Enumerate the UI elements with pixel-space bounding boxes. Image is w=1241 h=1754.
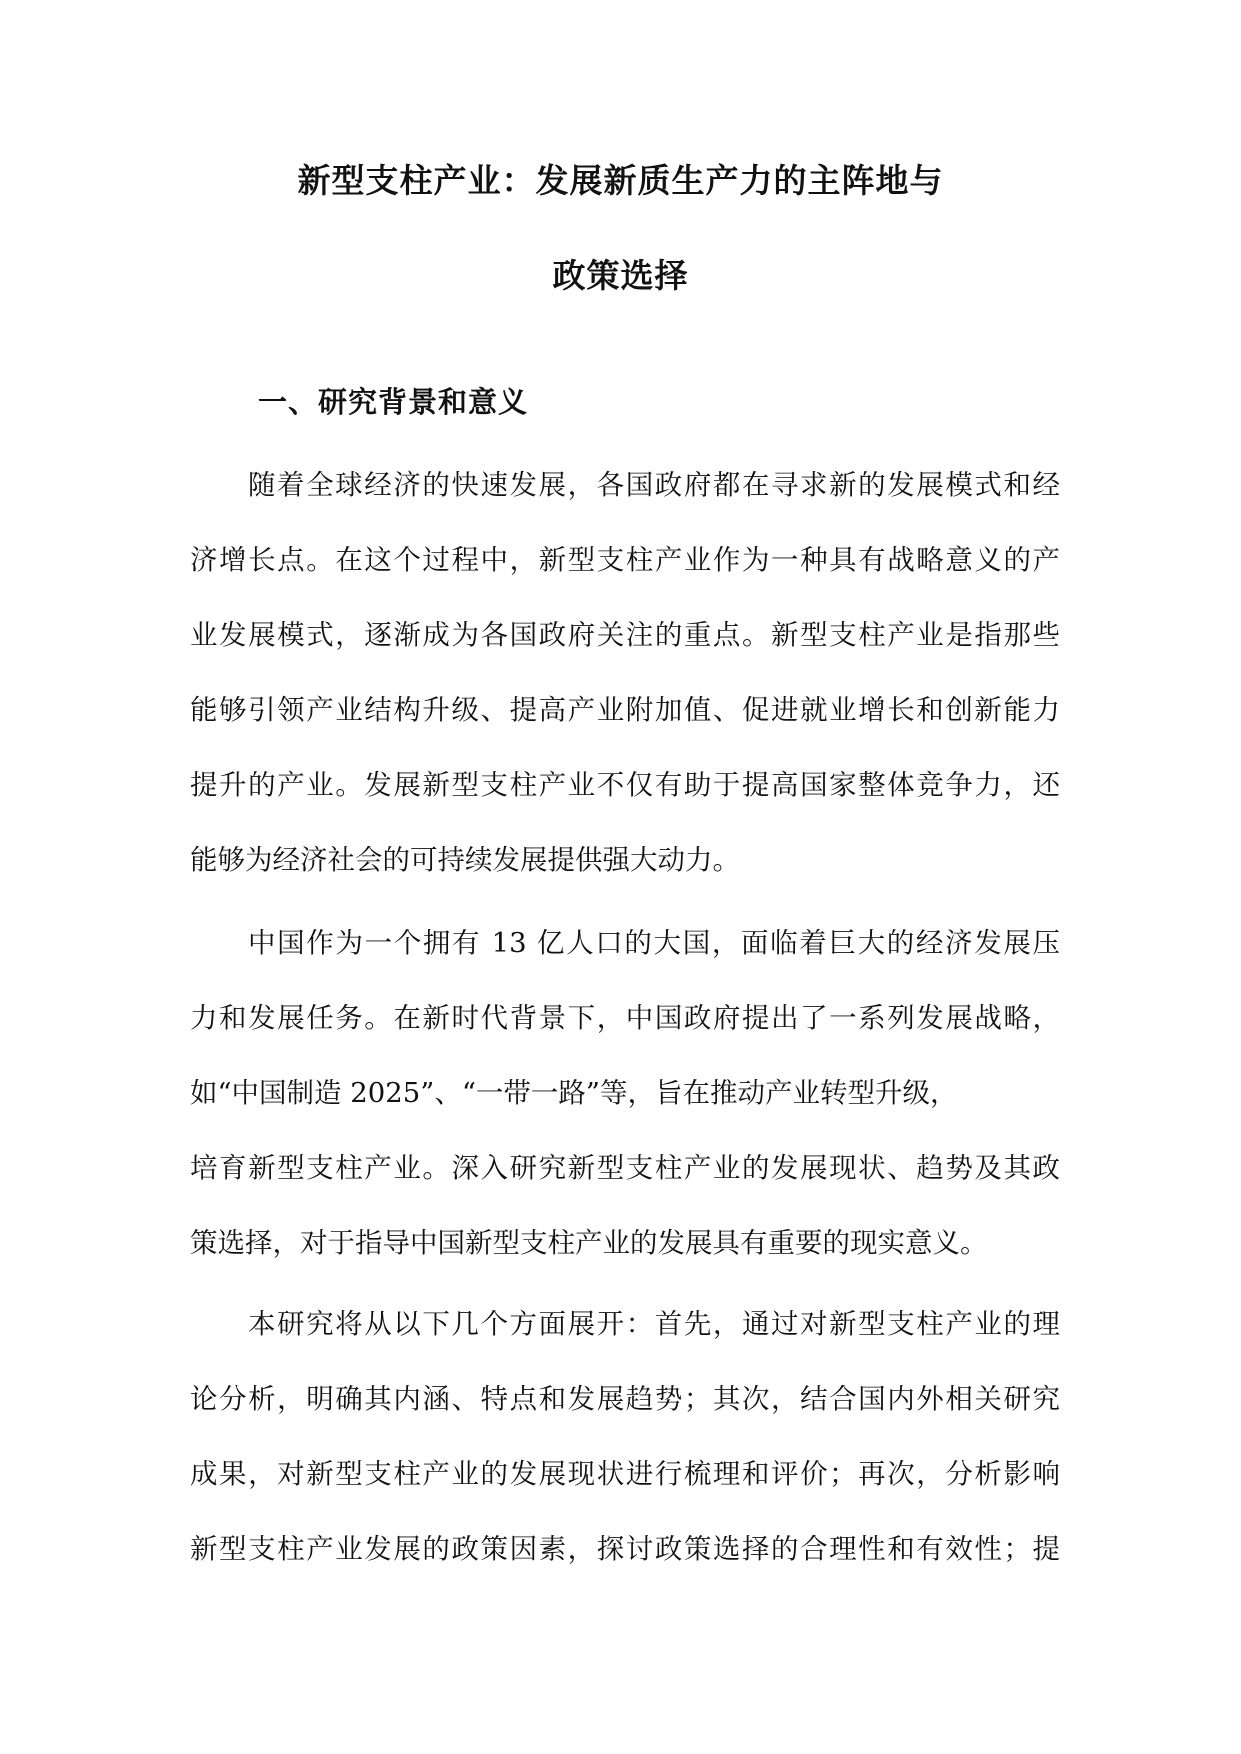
paragraph-line: 策选择，对于指导中国新型支柱产业的发展具有重要的现实意义。 [190, 1227, 988, 1259]
paragraph-line: 力和发展任务。在新时代背景下，中国政府提出了一系列发展战略， [190, 1002, 1060, 1034]
paragraph-3 [190, 1287, 1060, 1587]
paragraph-2 [190, 906, 1060, 1281]
paragraph-line: 济增长点。在这个过程中，新型支柱产业作为一种具有战略意义的产 [190, 544, 1060, 576]
paragraph-line: 提升的产业。发展新型支柱产业不仅有助于提高国家整体竞争力，还 [190, 769, 1060, 801]
section-heading: 一、研究背景和意义 [258, 385, 529, 419]
paragraph-line: 业发展模式，逐渐成为各国政府关注的重点。新型支柱产业是指那些 [190, 619, 1060, 651]
paragraph-line: 培育新型支柱产业。深入研究新型支柱产业的发展现状、趋势及其政 [190, 1152, 1060, 1184]
paragraph-line: 随着全球经济的快速发展，各国政府都在寻求新的发展模式和经 [248, 469, 1060, 501]
paragraph-line: 中国作为一个拥有 13 亿人口的大国，面临着巨大的经济发展压 [248, 927, 1060, 959]
paragraph-line: 新型支柱产业发展的政策因素，探讨政策选择的合理性和有效性；提 [190, 1533, 1060, 1565]
paragraph-line: 本研究将从以下几个方面展开：首先，通过对新型支柱产业的理 [248, 1308, 1060, 1340]
document-title-line-1: 新型支柱产业：发展新质生产力的主阵地与 [297, 161, 944, 200]
paragraph-line: 能够为经济社会的可持续发展提供强大动力。 [190, 844, 740, 876]
document-title-line-2: 政策选择 [552, 256, 689, 295]
paragraph-line: 论分析，明确其内涵、特点和发展趋势；其次，结合国内外相关研究 [190, 1383, 1060, 1415]
paragraph-line: 能够引领产业结构升级、提高产业附加值、促进就业增长和创新能力 [190, 694, 1060, 726]
paragraph-1 [190, 448, 1060, 898]
paragraph-line: 如“中国制造 2025”、“一带一路”等，旨在推动产业转型升级， [190, 1077, 958, 1109]
paragraph-line: 成果，对新型支柱产业的发展现状进行梳理和评价；再次，分析影响 [190, 1458, 1060, 1490]
